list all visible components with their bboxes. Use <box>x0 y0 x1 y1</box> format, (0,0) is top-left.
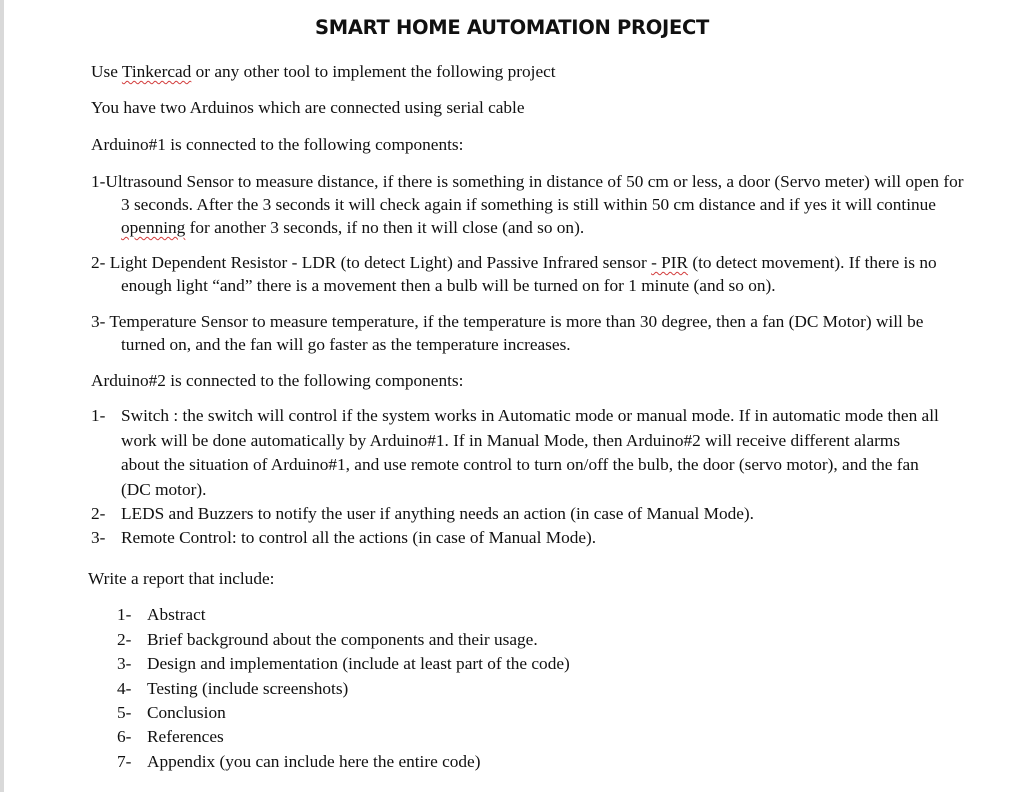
report-item-text: Conclusion <box>147 703 226 722</box>
arduino2-item-switch-text: Switch : the switch will control if the system works in Automatic mode or manual mode. If in automatic mode then all work will be done automatically by Arduino#1. If in Manual Mode, then Arduino#2 will receive different alarms about the situation of Arduino#1, and use remote control to turn on/off the bulb, the door (servo motor), and the fan (DC motor). <box>121 406 939 499</box>
list-number: 1- <box>91 406 106 425</box>
arduino2-item-leds-text: LEDS and Buzzers to notify the user if anything needs an action (in case of Manual Mode). <box>121 504 754 523</box>
misspelled-pir: - PIR <box>651 253 689 272</box>
intro-post: or any other tool to implement the following project <box>191 62 556 81</box>
ultrasound-text: 1-Ultrasound Sensor to measure distance, if there is something in distance of 50 cm or less, a door (Servo meter) will open for 3 seconds. After the 3 seconds it will check again if something is still within 50 cm distance and if yes it will continue <box>91 172 964 214</box>
list-number: 3- <box>91 528 106 547</box>
report-item-number: 5- <box>117 703 132 722</box>
ldr-pir-text-end: (to detect movement). If there is no enough light “and” there is a movement then a bulb will be turned on for 1 minute (and so on). <box>121 253 937 295</box>
list-number: 2- <box>91 504 106 523</box>
page-left-edge <box>0 0 4 792</box>
intro-line <box>91 60 556 83</box>
report-item-number: 6- <box>117 727 132 746</box>
tool-name: Tinkercad <box>121 62 192 81</box>
document-title: SMART HOME AUTOMATION PROJECT <box>315 16 709 39</box>
report-item-text: References <box>147 727 224 746</box>
report-item-text: Appendix (you can include here the entire code) <box>147 752 481 771</box>
misspelled-word: openning <box>121 218 186 237</box>
arduino1-item-ldr-pir <box>91 251 969 297</box>
report-item-text: Abstract <box>147 605 206 624</box>
arduino1-heading: Arduino#1 is connected to the following components: <box>91 135 464 154</box>
report-item-number: 3- <box>117 654 132 673</box>
intro-pre: Use <box>91 62 122 81</box>
report-item-number: 4- <box>117 679 132 698</box>
arduino1-item-ultrasound <box>91 170 969 239</box>
arduino2-heading: Arduino#2 is connected to the following components: <box>91 371 464 390</box>
report-item-text: Testing (include screenshots) <box>147 679 349 698</box>
arduino1-item-temperature: 3- Temperature Sensor to measure temperature, if the temperature is more than 30 degree, then a fan (DC Motor) will be turned on, and the fan will go faster as the temperature increases. <box>91 312 924 354</box>
report-item-number: 2- <box>117 630 132 649</box>
setup-line: You have two Arduinos which are connected using serial cable <box>91 98 525 117</box>
report-item-number: 1- <box>117 605 132 624</box>
report-item-text: Brief background about the components and their usage. <box>147 630 538 649</box>
arduino2-item-remote-text: Remote Control: to control all the actions (in case of Manual Mode). <box>121 528 597 547</box>
report-item-text: Design and implementation (include at least part of the code) <box>147 654 570 673</box>
report-item-number: 7- <box>117 752 132 771</box>
ultrasound-text-end: for another 3 seconds, if no then it will close (and so on). <box>185 218 585 237</box>
ldr-pir-text: 2- Light Dependent Resistor - LDR (to detect Light) and Passive Infrared sensor <box>91 253 652 272</box>
report-heading: Write a report that include: <box>88 569 275 588</box>
